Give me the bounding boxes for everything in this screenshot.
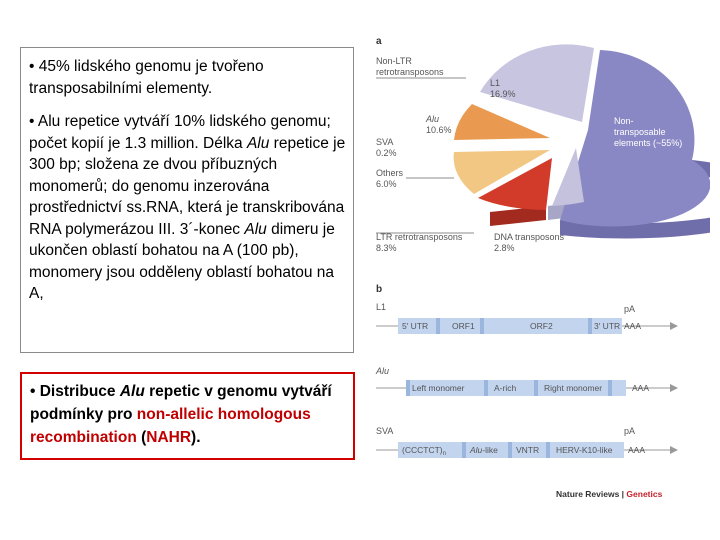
nahr-paragraph	[30, 380, 347, 449]
l1-divider-3	[588, 318, 592, 334]
alu-element-label: Alu	[376, 366, 390, 376]
alu-pct: 10.6%	[426, 125, 452, 135]
sva-like-suffix: -like	[482, 445, 498, 455]
sva-alu-like	[469, 445, 498, 455]
l1-element-label: L1	[376, 302, 387, 312]
l1-arrowhead	[670, 322, 678, 330]
l1-pct: 16.9%	[490, 89, 516, 99]
alu-aaa: AAA	[632, 383, 650, 393]
ltr-label: LTR retrotransposons	[376, 232, 463, 242]
l1-pa-label: pA	[624, 304, 636, 314]
sva-alu-italic: Alu	[470, 445, 483, 455]
sva-arrowhead	[670, 446, 678, 454]
alu-divider-3	[534, 380, 538, 396]
alu-description-paragraph	[29, 111, 347, 305]
sva-ccctct-text: (CCCTCT)	[402, 445, 443, 455]
alu-desc-part2: repetice je 300 bp; složena ze dvou příbuzných monomerů; do genomu inzerována prostřednictví ss.RNA, která je transkribována RNA polymerázou III. 3´-konec	[29, 134, 346, 238]
non-transposable-label-2: transposable	[614, 127, 666, 137]
figure-credit	[556, 489, 663, 499]
credit-genetics: Genetics	[626, 489, 663, 499]
ltr-pct: 8.3%	[376, 243, 397, 253]
nahr-alu-italic: Alu	[119, 383, 145, 400]
l1-aaa: AAA	[624, 321, 642, 331]
l1-5utr: 5′ UTR	[402, 321, 429, 331]
nahr-part2: repetic v genomu vytváří podmínky pro	[30, 383, 332, 423]
nahr-acronym: NAHR	[146, 429, 192, 446]
alu-right-monomer: Right monomer	[544, 383, 603, 393]
alu-label: Alu	[426, 114, 440, 124]
l1-3utr: 3′ UTR	[594, 321, 621, 331]
alu-divider-2	[484, 380, 488, 396]
sva-pa-label: pA	[624, 426, 636, 436]
alu-divider-1	[406, 380, 410, 396]
non-transposable-label-3: elements (~55%)	[614, 138, 683, 148]
dna-pct: 2.8%	[494, 243, 515, 253]
credit-separator: |	[619, 489, 627, 499]
sva-ccctct-subscript: n	[442, 451, 446, 457]
sva-pie-label: SVA	[376, 137, 394, 147]
alu-left-monomer: Left monomer	[412, 383, 465, 393]
l1-label: L1	[490, 78, 501, 88]
alu-desc-part1: • Alu repetice vytváří 10% lidského genomu; počet kopií je 1.3 million. Délka	[29, 113, 331, 152]
nahr-paren-open: (	[136, 429, 147, 446]
alu-italic-2: Alu	[244, 220, 267, 238]
alu-a-rich: A-rich	[494, 383, 517, 393]
dna-label: DNA transposons	[494, 232, 565, 242]
nahr-paren-close: ).	[191, 429, 201, 446]
panel-a-label: a	[376, 36, 382, 47]
genome-fraction-paragraph: • 45% lidského genomu je tvořeno transposabilními elementy.	[29, 58, 264, 97]
alu-slice	[454, 104, 550, 140]
nahr-part1: • Distribuce	[30, 383, 120, 400]
alu-desc-part3: dimeru je ukončen oblastí bohatou na A (100 pb), monomery jsou odděleny oblastí bohatou na A,	[29, 220, 335, 302]
sva-divider-1	[462, 442, 466, 458]
credit-nature-reviews: Nature Reviews	[556, 489, 620, 499]
sva-aaa: AAA	[628, 445, 646, 455]
others-label: Others	[376, 168, 404, 178]
l1-orf2: ORF2	[530, 321, 553, 331]
sva-divider-2	[508, 442, 512, 458]
sva-vntr: VNTR	[516, 445, 540, 455]
nature-reviews-figure	[370, 30, 710, 505]
dna-slice	[552, 148, 584, 206]
sva-herv: HERV-K10-like	[556, 445, 613, 455]
sva-element-label: SVA	[376, 426, 394, 436]
nahr-red-term: non-allelic homologous recombination	[30, 406, 311, 446]
panel-b-label: b	[376, 284, 383, 295]
alu-arrowhead	[670, 384, 678, 392]
alu-italic-1: Alu	[246, 134, 270, 152]
l1-orf1: ORF1	[452, 321, 475, 331]
l1-divider-1	[436, 318, 440, 334]
sva-divider-3	[546, 442, 550, 458]
non-ltr-label-2: retrotransposons	[376, 67, 444, 77]
nahr-text-box	[20, 372, 355, 460]
non-ltr-label-1: Non-LTR	[376, 56, 412, 66]
others-pct: 6.0%	[376, 179, 397, 189]
l1-divider-2	[480, 318, 484, 334]
sva-pie-pct: 0.2%	[376, 148, 397, 158]
non-transposable-label-1: Non-	[614, 116, 634, 126]
alu-divider-4	[608, 380, 612, 396]
transposable-elements-text-box	[20, 47, 354, 353]
